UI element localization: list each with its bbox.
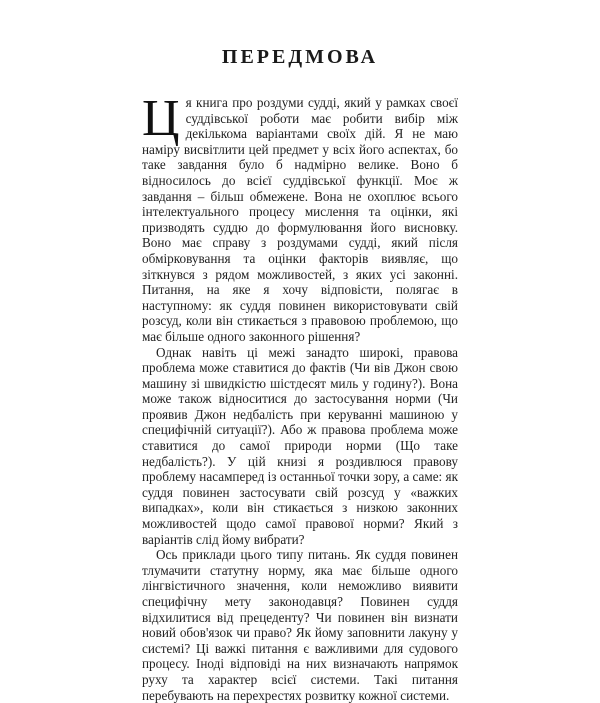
paragraph-1 (142, 90, 458, 345)
drop-cap: Ц (142, 90, 180, 147)
paragraph-2: Однак навіть ці межі занадто широкі, правова проблема може ставитися до фактів (Чи вів Джон свою машину зі швидкістю шістдесят миль у годину?). Вона може також відноситися до застосування норми (Чи проявив Джон недбалість при керуванні машиною у специфічній ситуації?). Або ж правова проблема може ставитися до самої природи норми (Що таке недбалість?). У цій книзі я роздивлюся правову проблему насамперед із останньої точки зору, а саме: як суддя повинен застосувати свій розсуд у «важких випадках», коли він стикається з низкою законних можливостей щодо самої правової норми? Який з варіантів слід йому вибрати? (142, 344, 458, 547)
page-title: ПЕРЕДМОВА (221, 46, 379, 68)
paragraph-3: Ось приклади цього типу питань. Як суддя повинен тлумачити статутну норму, яка має більше одного лінгвістичного значення, коли неможливо виявити специфічну мету законодавця? Повинен суддя відхилитися від прецеденту? Чи повинен він визнати новий обов'язок чи право? Як йому заповнити лакуну у системі? Ці важкі питання є важливими для судового процесу. Іноді відповіді на них визначають напрямок руху та характер всієї системи. Такі питання перебувають на перехрестях розвитку кожної системи. (142, 547, 458, 703)
paragraph-1-text: я книга про роздуми судді, який у рамках своєї суддівської роботи має робити вибір між декількома варіантами своїх дій. Я не маю наміру висвітлити цей предмет у всіх його аспектах, бо таке завдання було б надмірно велике. Воно б відносилось до всієї суддівської функції. Моє ж завдання – більш обмежене. Вона не охоплює всього інтелектуального процесу мислення та оцінки, які призводять суддю до формулювання його висновку. Воно має справу з роздумами судді, який після обмірковування та оцінки факторів виявляє, що зіткнувся з рядом можливостей, з яких усі законні. Питання, на яке я хочу відповісти, полягає в наступному: як суддя повинен використовувати свій розсуд, коли він стикається з правовою проблемою, що має більше одного законного рішення? (142, 95, 458, 344)
page-body (142, 90, 458, 703)
